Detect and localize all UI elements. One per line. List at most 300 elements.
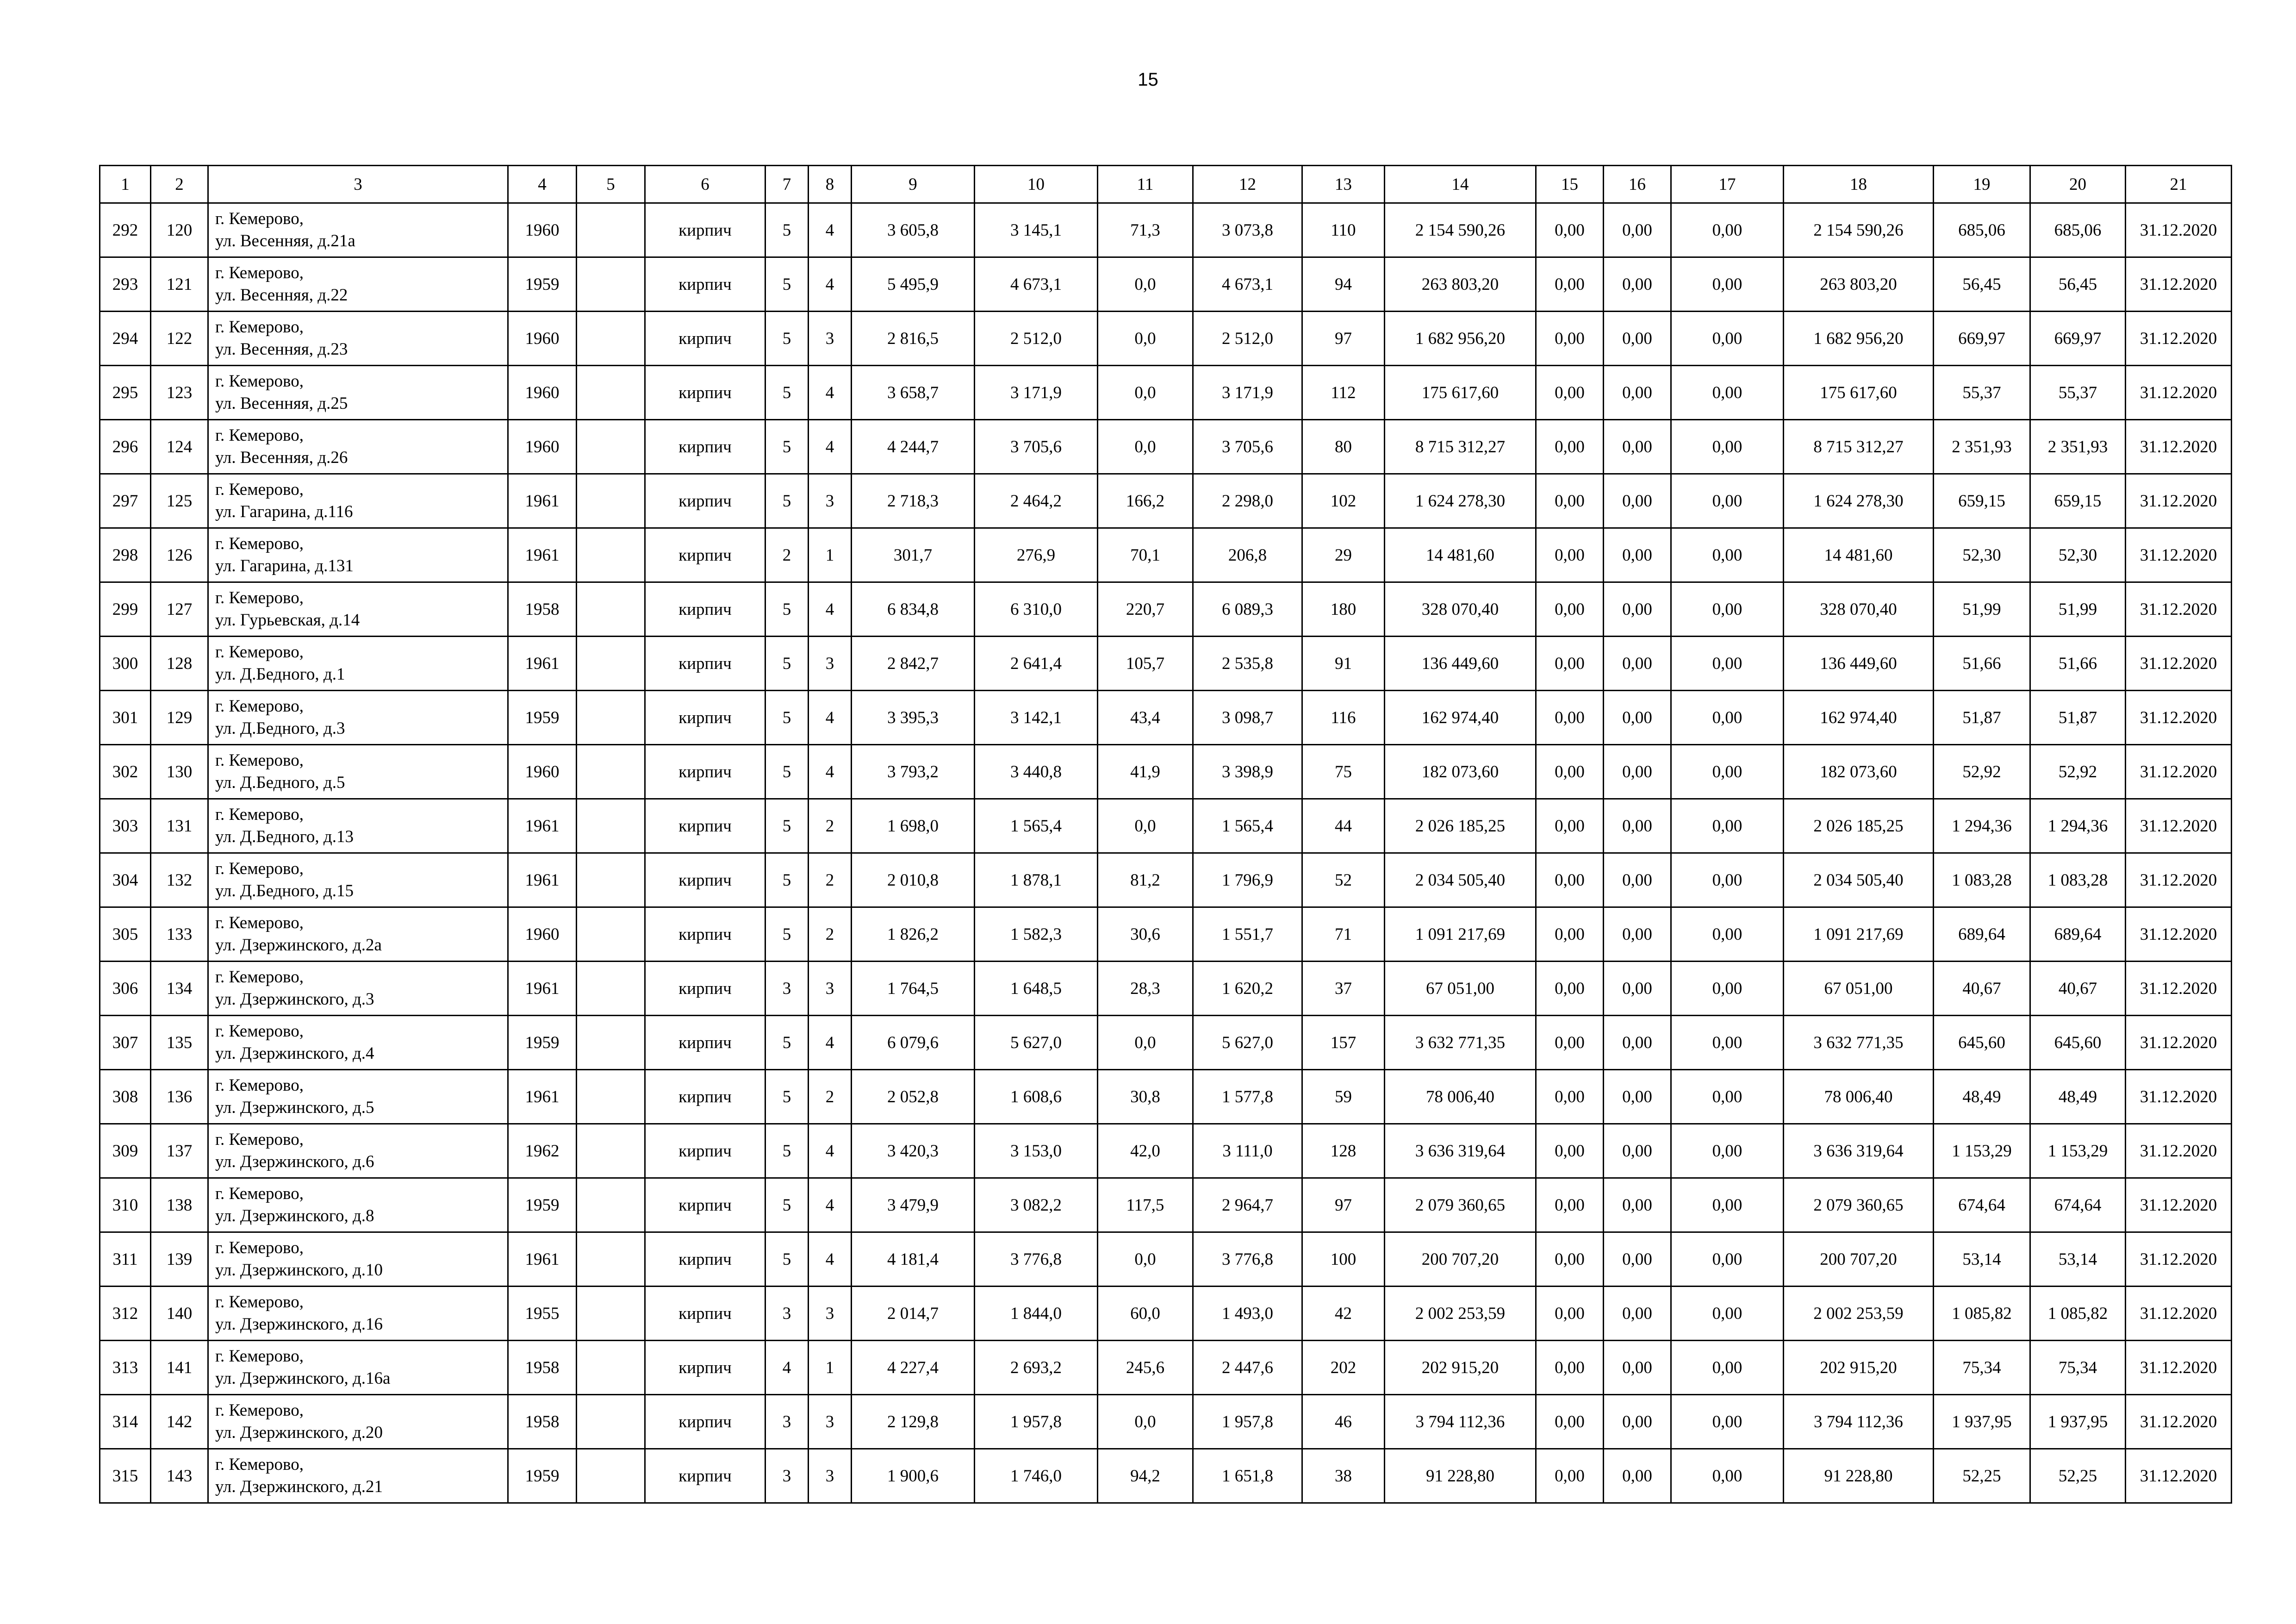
- cell-col-11: 43,4: [1098, 691, 1193, 745]
- cell-col-2: 132: [151, 853, 208, 907]
- cell-col-15: 0,00: [1536, 257, 1604, 312]
- cell-col-1: 307: [100, 1016, 151, 1070]
- cell-col-18: 2 002 253,59: [1784, 1287, 1934, 1341]
- page-number: 15: [1138, 69, 1158, 90]
- address-city: г. Кемерово,: [215, 968, 304, 987]
- cell-col-15: 0,00: [1536, 366, 1604, 420]
- cell-col-16: 0,00: [1604, 528, 1671, 582]
- cell-col-19: 674,64: [1934, 1178, 2030, 1232]
- cell-col-14: 328 070,40: [1385, 582, 1536, 637]
- cell-col-2: 136: [151, 1070, 208, 1124]
- cell-col-13: 102: [1302, 474, 1385, 528]
- address-city: г. Кемерово,: [215, 697, 304, 716]
- cell-col-13: 59: [1302, 1070, 1385, 1124]
- cell-col-21: 31.12.2020: [2126, 637, 2232, 691]
- address-street: ул. Д.Бедного, д.13: [215, 827, 354, 846]
- cell-col-17: 0,00: [1671, 1070, 1784, 1124]
- cell-col-17: 0,00: [1671, 203, 1784, 257]
- cell-col-8: 4: [809, 745, 852, 799]
- address-cell: [208, 257, 508, 312]
- cell-col-5: [577, 257, 645, 312]
- cell-col-7: 5: [765, 1178, 809, 1232]
- cell-col-19: 53,14: [1934, 1232, 2030, 1287]
- cell-col-6: кирпич: [645, 1395, 765, 1449]
- cell-col-4: 1959: [508, 1016, 577, 1070]
- cell-col-19: 52,92: [1934, 745, 2030, 799]
- cell-col-18: 328 070,40: [1784, 582, 1934, 637]
- table-row: [100, 1287, 2232, 1341]
- cell-col-17: 0,00: [1671, 745, 1784, 799]
- cell-col-9: 1 698,0: [852, 799, 975, 853]
- cell-col-5: [577, 528, 645, 582]
- cell-col-19: 51,66: [1934, 637, 2030, 691]
- cell-col-21: 31.12.2020: [2126, 1178, 2232, 1232]
- address-street: ул. Гагарина, д.131: [215, 556, 354, 575]
- address-city: г. Кемерово,: [215, 534, 304, 553]
- cell-col-9: 5 495,9: [852, 257, 975, 312]
- table-row: [100, 474, 2232, 528]
- address-city: г. Кемерово,: [215, 643, 304, 662]
- cell-col-1: 304: [100, 853, 151, 907]
- address-street: ул. Весенняя, д.22: [215, 286, 348, 305]
- cell-col-8: 3: [809, 474, 852, 528]
- cell-col-5: [577, 1395, 645, 1449]
- cell-col-8: 3: [809, 1287, 852, 1341]
- cell-col-18: 3 794 112,36: [1784, 1395, 1934, 1449]
- cell-col-4: 1960: [508, 312, 577, 366]
- cell-col-20: 1 294,36: [2030, 799, 2126, 853]
- cell-col-9: 2 718,3: [852, 474, 975, 528]
- cell-col-16: 0,00: [1604, 962, 1671, 1016]
- cell-col-11: 245,6: [1098, 1341, 1193, 1395]
- cell-col-7: 3: [765, 1287, 809, 1341]
- cell-col-13: 71: [1302, 907, 1385, 962]
- cell-col-18: 200 707,20: [1784, 1232, 1934, 1287]
- cell-col-16: 0,00: [1604, 1178, 1671, 1232]
- table-row: [100, 1449, 2232, 1503]
- cell-col-7: 5: [765, 312, 809, 366]
- cell-col-11: 71,3: [1098, 203, 1193, 257]
- cell-col-18: 1 682 956,20: [1784, 312, 1934, 366]
- cell-col-4: 1960: [508, 203, 577, 257]
- cell-col-18: 2 079 360,65: [1784, 1178, 1934, 1232]
- cell-col-11: 0,0: [1098, 257, 1193, 312]
- cell-col-13: 80: [1302, 420, 1385, 474]
- cell-col-14: 2 154 590,26: [1385, 203, 1536, 257]
- cell-col-7: 5: [765, 366, 809, 420]
- cell-col-12: 3 705,6: [1193, 420, 1302, 474]
- column-number: 14: [1385, 166, 1536, 203]
- cell-col-20: 659,15: [2030, 474, 2126, 528]
- cell-col-19: 645,60: [1934, 1016, 2030, 1070]
- cell-col-19: 55,37: [1934, 366, 2030, 420]
- cell-col-20: 55,37: [2030, 366, 2126, 420]
- cell-col-5: [577, 691, 645, 745]
- cell-col-16: 0,00: [1604, 1395, 1671, 1449]
- cell-col-1: 309: [100, 1124, 151, 1178]
- address-street: ул. Дзержинского, д.16: [215, 1315, 383, 1334]
- cell-col-17: 0,00: [1671, 1287, 1784, 1341]
- column-number: 20: [2030, 166, 2126, 203]
- cell-col-12: 2 964,7: [1193, 1178, 1302, 1232]
- cell-col-17: 0,00: [1671, 799, 1784, 853]
- table-row: [100, 582, 2232, 637]
- cell-col-13: 110: [1302, 203, 1385, 257]
- cell-col-1: 303: [100, 799, 151, 853]
- cell-col-4: 1959: [508, 257, 577, 312]
- address-street: ул. Гурьевская, д.14: [215, 611, 360, 630]
- cell-col-19: 685,06: [1934, 203, 2030, 257]
- cell-col-12: 2 298,0: [1193, 474, 1302, 528]
- address-cell: [208, 907, 508, 962]
- cell-col-7: 5: [765, 582, 809, 637]
- column-number: 5: [577, 166, 645, 203]
- address-city: г. Кемерово,: [215, 480, 304, 499]
- address-city: г. Кемерово,: [215, 1130, 304, 1149]
- housing-register-table: [99, 165, 2232, 1504]
- cell-col-20: 645,60: [2030, 1016, 2126, 1070]
- cell-col-5: [577, 799, 645, 853]
- cell-col-6: кирпич: [645, 420, 765, 474]
- cell-col-1: 296: [100, 420, 151, 474]
- cell-col-1: 297: [100, 474, 151, 528]
- address-cell: [208, 312, 508, 366]
- cell-col-1: 299: [100, 582, 151, 637]
- cell-col-10: 3 082,2: [975, 1178, 1098, 1232]
- cell-col-17: 0,00: [1671, 474, 1784, 528]
- cell-col-9: 1 764,5: [852, 962, 975, 1016]
- cell-col-18: 182 073,60: [1784, 745, 1934, 799]
- cell-col-19: 669,97: [1934, 312, 2030, 366]
- cell-col-20: 51,87: [2030, 691, 2126, 745]
- address-street: ул. Весенняя, д.23: [215, 340, 348, 359]
- cell-col-16: 0,00: [1604, 1287, 1671, 1341]
- cell-col-4: 1958: [508, 1395, 577, 1449]
- cell-col-6: кирпич: [645, 962, 765, 1016]
- cell-col-18: 1 091 217,69: [1784, 907, 1934, 962]
- cell-col-9: 3 420,3: [852, 1124, 975, 1178]
- cell-col-6: кирпич: [645, 1287, 765, 1341]
- address-city: г. Кемерово,: [215, 263, 304, 282]
- address-city: г. Кемерово,: [215, 209, 304, 228]
- cell-col-12: 6 089,3: [1193, 582, 1302, 637]
- cell-col-6: кирпич: [645, 528, 765, 582]
- cell-col-11: 0,0: [1098, 1232, 1193, 1287]
- cell-col-1: 312: [100, 1287, 151, 1341]
- address-street: ул. Дзержинского, д.16а: [215, 1369, 391, 1388]
- address-street: ул. Д.Бедного, д.3: [215, 719, 345, 738]
- cell-col-11: 166,2: [1098, 474, 1193, 528]
- address-cell: [208, 1341, 508, 1395]
- cell-col-7: 5: [765, 1016, 809, 1070]
- cell-col-8: 4: [809, 420, 852, 474]
- cell-col-7: 3: [765, 962, 809, 1016]
- cell-col-5: [577, 474, 645, 528]
- cell-col-12: 5 627,0: [1193, 1016, 1302, 1070]
- cell-col-12: 1 651,8: [1193, 1449, 1302, 1503]
- cell-col-10: 276,9: [975, 528, 1098, 582]
- cell-col-2: 140: [151, 1287, 208, 1341]
- cell-col-14: 3 632 771,35: [1385, 1016, 1536, 1070]
- cell-col-5: [577, 420, 645, 474]
- table-row: [100, 1232, 2232, 1287]
- cell-col-12: 206,8: [1193, 528, 1302, 582]
- address-street: ул. Дзержинского, д.8: [215, 1206, 374, 1225]
- address-city: г. Кемерово,: [215, 751, 304, 770]
- cell-col-16: 0,00: [1604, 420, 1671, 474]
- cell-col-11: 0,0: [1098, 1016, 1193, 1070]
- cell-col-20: 1 937,95: [2030, 1395, 2126, 1449]
- cell-col-1: 292: [100, 203, 151, 257]
- cell-col-2: 124: [151, 420, 208, 474]
- column-number: 2: [151, 166, 208, 203]
- cell-col-1: 314: [100, 1395, 151, 1449]
- table-row: [100, 1070, 2232, 1124]
- cell-col-11: 60,0: [1098, 1287, 1193, 1341]
- table-row: [100, 907, 2232, 962]
- cell-col-18: 175 617,60: [1784, 366, 1934, 420]
- column-number: 13: [1302, 166, 1385, 203]
- cell-col-10: 6 310,0: [975, 582, 1098, 637]
- cell-col-10: 2 512,0: [975, 312, 1098, 366]
- address-city: г. Кемерово,: [215, 318, 304, 337]
- cell-col-1: 311: [100, 1232, 151, 1287]
- cell-col-11: 42,0: [1098, 1124, 1193, 1178]
- cell-col-13: 75: [1302, 745, 1385, 799]
- cell-col-12: 1 551,7: [1193, 907, 1302, 962]
- table-row: [100, 312, 2232, 366]
- cell-col-20: 51,66: [2030, 637, 2126, 691]
- cell-col-8: 2: [809, 799, 852, 853]
- cell-col-2: 143: [151, 1449, 208, 1503]
- cell-col-17: 0,00: [1671, 853, 1784, 907]
- address-city: г. Кемерово,: [215, 1455, 304, 1474]
- cell-col-4: 1955: [508, 1287, 577, 1341]
- cell-col-20: 1 083,28: [2030, 853, 2126, 907]
- address-city: г. Кемерово,: [215, 1184, 304, 1203]
- table-body: [100, 166, 2232, 1503]
- table-row: [100, 745, 2232, 799]
- cell-col-11: 220,7: [1098, 582, 1193, 637]
- address-city: г. Кемерово,: [215, 426, 304, 445]
- cell-col-10: 5 627,0: [975, 1016, 1098, 1070]
- cell-col-2: 134: [151, 962, 208, 1016]
- address-cell: [208, 745, 508, 799]
- cell-col-9: 1 900,6: [852, 1449, 975, 1503]
- cell-col-10: 3 705,6: [975, 420, 1098, 474]
- cell-col-6: кирпич: [645, 1124, 765, 1178]
- cell-col-18: 14 481,60: [1784, 528, 1934, 582]
- cell-col-8: 4: [809, 1232, 852, 1287]
- cell-col-16: 0,00: [1604, 799, 1671, 853]
- cell-col-8: 4: [809, 1178, 852, 1232]
- cell-col-5: [577, 1178, 645, 1232]
- cell-col-4: 1958: [508, 1341, 577, 1395]
- cell-col-14: 263 803,20: [1385, 257, 1536, 312]
- column-number: 19: [1934, 166, 2030, 203]
- cell-col-19: 1 083,28: [1934, 853, 2030, 907]
- cell-col-5: [577, 312, 645, 366]
- cell-col-6: кирпич: [645, 1016, 765, 1070]
- cell-col-15: 0,00: [1536, 312, 1604, 366]
- cell-col-2: 137: [151, 1124, 208, 1178]
- cell-col-6: кирпич: [645, 312, 765, 366]
- cell-col-18: 263 803,20: [1784, 257, 1934, 312]
- cell-col-19: 2 351,93: [1934, 420, 2030, 474]
- cell-col-12: 1 493,0: [1193, 1287, 1302, 1341]
- cell-col-15: 0,00: [1536, 962, 1604, 1016]
- cell-col-15: 0,00: [1536, 420, 1604, 474]
- cell-col-11: 0,0: [1098, 799, 1193, 853]
- cell-col-20: 52,92: [2030, 745, 2126, 799]
- cell-col-1: 294: [100, 312, 151, 366]
- cell-col-15: 0,00: [1536, 1341, 1604, 1395]
- cell-col-12: 3 398,9: [1193, 745, 1302, 799]
- cell-col-11: 30,8: [1098, 1070, 1193, 1124]
- cell-col-5: [577, 745, 645, 799]
- cell-col-2: 120: [151, 203, 208, 257]
- cell-col-10: 1 844,0: [975, 1287, 1098, 1341]
- cell-col-8: 4: [809, 257, 852, 312]
- address-cell: [208, 1232, 508, 1287]
- cell-col-2: 121: [151, 257, 208, 312]
- cell-col-4: 1961: [508, 637, 577, 691]
- table-row: [100, 203, 2232, 257]
- cell-col-13: 44: [1302, 799, 1385, 853]
- cell-col-5: [577, 1449, 645, 1503]
- cell-col-14: 200 707,20: [1385, 1232, 1536, 1287]
- cell-col-16: 0,00: [1604, 637, 1671, 691]
- cell-col-11: 0,0: [1098, 312, 1193, 366]
- address-city: г. Кемерово,: [215, 1347, 304, 1366]
- cell-col-17: 0,00: [1671, 420, 1784, 474]
- cell-col-2: 128: [151, 637, 208, 691]
- cell-col-12: 1 577,8: [1193, 1070, 1302, 1124]
- cell-col-2: 129: [151, 691, 208, 745]
- cell-col-13: 94: [1302, 257, 1385, 312]
- cell-col-4: 1960: [508, 366, 577, 420]
- cell-col-4: 1960: [508, 420, 577, 474]
- cell-col-11: 30,6: [1098, 907, 1193, 962]
- cell-col-21: 31.12.2020: [2126, 907, 2232, 962]
- cell-col-14: 3 794 112,36: [1385, 1395, 1536, 1449]
- cell-col-8: 2: [809, 853, 852, 907]
- cell-col-17: 0,00: [1671, 1449, 1784, 1503]
- cell-col-13: 91: [1302, 637, 1385, 691]
- cell-col-10: 2 693,2: [975, 1341, 1098, 1395]
- cell-col-8: 3: [809, 637, 852, 691]
- table-row: [100, 1016, 2232, 1070]
- cell-col-11: 105,7: [1098, 637, 1193, 691]
- table-row: [100, 853, 2232, 907]
- cell-col-7: 3: [765, 1395, 809, 1449]
- cell-col-14: 175 617,60: [1385, 366, 1536, 420]
- table-row: [100, 637, 2232, 691]
- cell-col-13: 157: [1302, 1016, 1385, 1070]
- cell-col-20: 52,25: [2030, 1449, 2126, 1503]
- address-street: ул. Д.Бедного, д.5: [215, 773, 345, 792]
- address-cell: [208, 1449, 508, 1503]
- cell-col-7: 5: [765, 257, 809, 312]
- address-cell: [208, 1287, 508, 1341]
- cell-col-19: 689,64: [1934, 907, 2030, 962]
- cell-col-10: 3 171,9: [975, 366, 1098, 420]
- cell-col-5: [577, 853, 645, 907]
- cell-col-15: 0,00: [1536, 1395, 1604, 1449]
- cell-col-14: 3 636 319,64: [1385, 1124, 1536, 1178]
- cell-col-6: кирпич: [645, 691, 765, 745]
- cell-col-19: 56,45: [1934, 257, 2030, 312]
- column-number: 8: [809, 166, 852, 203]
- cell-col-14: 2 002 253,59: [1385, 1287, 1536, 1341]
- cell-col-15: 0,00: [1536, 907, 1604, 962]
- address-street: ул. Дзержинского, д.21: [215, 1477, 383, 1496]
- cell-col-4: 1959: [508, 691, 577, 745]
- cell-col-8: 3: [809, 1449, 852, 1503]
- cell-col-2: 130: [151, 745, 208, 799]
- cell-col-14: 2 034 505,40: [1385, 853, 1536, 907]
- cell-col-15: 0,00: [1536, 1232, 1604, 1287]
- cell-col-6: кирпич: [645, 257, 765, 312]
- cell-col-20: 51,99: [2030, 582, 2126, 637]
- cell-col-19: 52,30: [1934, 528, 2030, 582]
- address-cell: [208, 962, 508, 1016]
- address-cell: [208, 691, 508, 745]
- column-number: 17: [1671, 166, 1784, 203]
- address-cell: [208, 1178, 508, 1232]
- cell-col-19: 51,87: [1934, 691, 2030, 745]
- cell-col-14: 202 915,20: [1385, 1341, 1536, 1395]
- cell-col-10: 2 464,2: [975, 474, 1098, 528]
- cell-col-10: 2 641,4: [975, 637, 1098, 691]
- cell-col-4: 1961: [508, 799, 577, 853]
- cell-col-19: 40,67: [1934, 962, 2030, 1016]
- cell-col-19: 1 294,36: [1934, 799, 2030, 853]
- cell-col-18: 67 051,00: [1784, 962, 1934, 1016]
- table-row: [100, 528, 2232, 582]
- cell-col-17: 0,00: [1671, 366, 1784, 420]
- cell-col-13: 100: [1302, 1232, 1385, 1287]
- cell-col-14: 182 073,60: [1385, 745, 1536, 799]
- cell-col-17: 0,00: [1671, 1178, 1784, 1232]
- cell-col-7: 5: [765, 203, 809, 257]
- cell-col-9: 4 181,4: [852, 1232, 975, 1287]
- cell-col-20: 1 085,82: [2030, 1287, 2126, 1341]
- cell-col-14: 8 715 312,27: [1385, 420, 1536, 474]
- cell-col-14: 136 449,60: [1385, 637, 1536, 691]
- cell-col-21: 31.12.2020: [2126, 1395, 2232, 1449]
- cell-col-10: 3 440,8: [975, 745, 1098, 799]
- cell-col-18: 2 034 505,40: [1784, 853, 1934, 907]
- cell-col-18: 162 974,40: [1784, 691, 1934, 745]
- cell-col-13: 42: [1302, 1287, 1385, 1341]
- cell-col-21: 31.12.2020: [2126, 528, 2232, 582]
- cell-col-8: 4: [809, 582, 852, 637]
- column-number-row: [100, 166, 2232, 203]
- cell-col-17: 0,00: [1671, 312, 1784, 366]
- cell-col-20: 52,30: [2030, 528, 2126, 582]
- address-street: ул. Д.Бедного, д.1: [215, 665, 345, 684]
- cell-col-15: 0,00: [1536, 582, 1604, 637]
- cell-col-17: 0,00: [1671, 962, 1784, 1016]
- cell-col-14: 1 091 217,69: [1385, 907, 1536, 962]
- table-row: [100, 1124, 2232, 1178]
- cell-col-21: 31.12.2020: [2126, 474, 2232, 528]
- cell-col-7: 5: [765, 1070, 809, 1124]
- cell-col-20: 2 351,93: [2030, 420, 2126, 474]
- cell-col-6: кирпич: [645, 366, 765, 420]
- cell-col-7: 5: [765, 745, 809, 799]
